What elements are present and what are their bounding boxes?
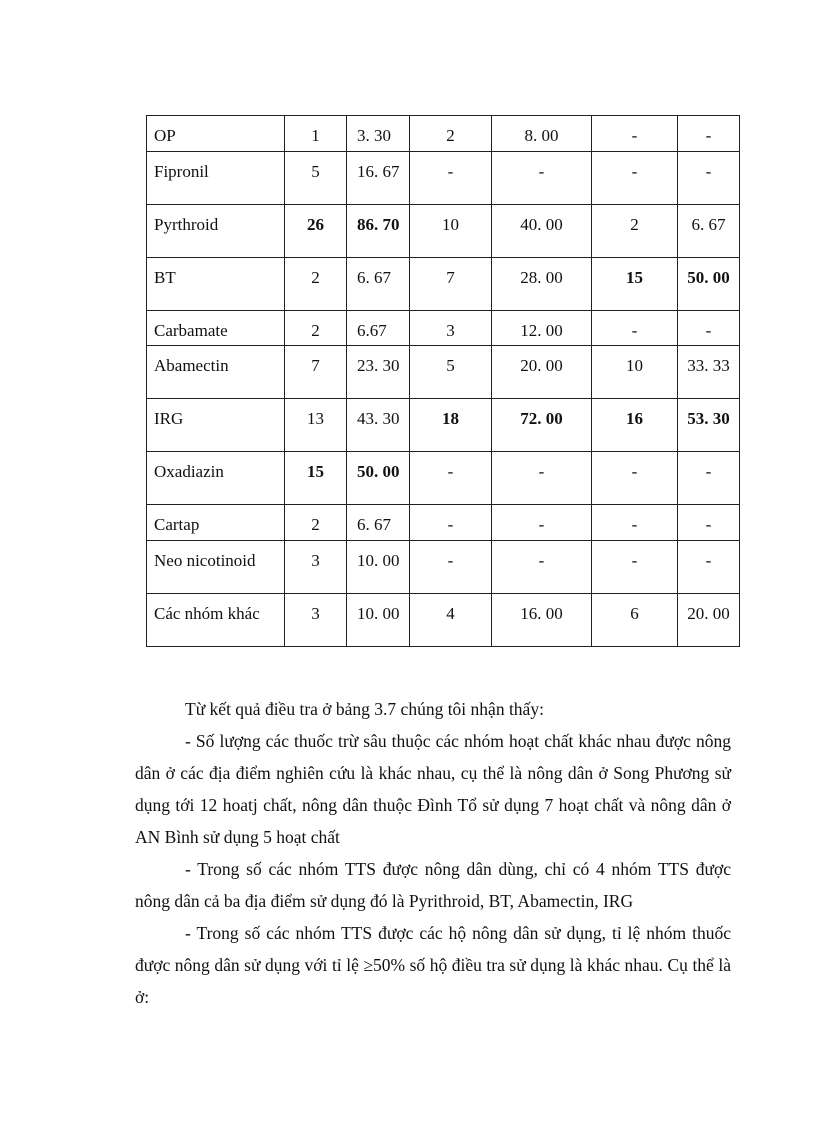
paragraph-usage-rate: - Trong số các nhóm TTS được các hộ nông dân sử dụng, tỉ lệ nhóm thuốc được nông dân sử dụng với tỉ lệ ≥50% số hộ điều tra sử dụng là khác nhau. Cụ thể là ở: [135,923,731,1007]
value-cell: - [492,505,592,541]
value-cell: 2 [285,310,347,346]
value-cell: - [492,540,592,593]
value-cell: 2 [410,116,492,152]
value-cell: 6 [592,593,678,646]
value-cell: 3 [410,310,492,346]
value-cell: 10 [592,346,678,399]
value-cell: 3 [285,540,347,593]
value-cell: 20. 00 [678,593,740,646]
table-row [147,346,740,399]
group-name-cell: Abamectin [147,346,285,399]
value-cell: 86. 70 [347,204,410,257]
body-text [135,693,731,1013]
value-cell: 1 [285,116,347,152]
value-cell: 7 [285,346,347,399]
table-row [147,399,740,452]
value-cell: 13 [285,399,347,452]
value-cell: 40. 00 [492,204,592,257]
value-cell: 50. 00 [678,257,740,310]
value-cell: 4 [410,593,492,646]
table-row [147,257,740,310]
paragraph-common-groups: - Trong số các nhóm TTS được nông dân dùng, chỉ có 4 nhóm TTS được nông dân cả ba địa điểm sử dụng đó là Pyrithroid, BT, Abamectin, IRG [135,859,731,911]
value-cell: 26 [285,204,347,257]
group-name-cell: OP [147,116,285,152]
value-cell: 43. 30 [347,399,410,452]
paragraph-intro: Từ kết quả điều tra ở bảng 3.7 chúng tôi nhận thấy: [185,699,544,719]
value-cell: - [410,151,492,204]
table-body [147,116,740,647]
value-cell: - [678,310,740,346]
table-row [147,505,740,541]
value-cell: - [592,310,678,346]
value-cell: 15 [285,452,347,505]
value-cell: 3. 30 [347,116,410,152]
value-cell: 53. 30 [678,399,740,452]
value-cell: 18 [410,399,492,452]
table-row [147,116,740,152]
group-name-cell: Carbamate [147,310,285,346]
value-cell: 10. 00 [347,540,410,593]
group-name-cell: Cartap [147,505,285,541]
value-cell: 72. 00 [492,399,592,452]
value-cell: - [592,452,678,505]
value-cell: 20. 00 [492,346,592,399]
table-row [147,593,740,646]
value-cell: 16 [592,399,678,452]
value-cell: 16. 00 [492,593,592,646]
table-row [147,452,740,505]
value-cell: 6. 67 [678,204,740,257]
group-name-cell: Pyrthroid [147,204,285,257]
value-cell: - [410,540,492,593]
value-cell: 33. 33 [678,346,740,399]
value-cell: 28. 00 [492,257,592,310]
value-cell: - [592,151,678,204]
value-cell: - [592,540,678,593]
value-cell: 50. 00 [347,452,410,505]
value-cell: 5 [285,151,347,204]
value-cell: - [492,151,592,204]
value-cell: 23. 30 [347,346,410,399]
value-cell: - [410,452,492,505]
paragraph-active-ingredient-count: - Số lượng các thuốc trừ sâu thuộc các nhóm hoạt chất khác nhau được nông dân ở các địa điểm nghiên cứu là khác nhau, cụ thể là nông dân ở Song Phương sử dụng tới 12 hoatj chất, nông dân thuộc Đình Tổ sử dụng 7 hoạt chất và nông dân ở AN Bình sử dụng 5 hoạt chất [135,731,731,847]
value-cell: 2 [285,505,347,541]
value-cell: 5 [410,346,492,399]
value-cell: 8. 00 [492,116,592,152]
value-cell: 12. 00 [492,310,592,346]
value-cell: 6. 67 [347,257,410,310]
value-cell: 10. 00 [347,593,410,646]
value-cell: 10 [410,204,492,257]
table-row [147,151,740,204]
value-cell: 6. 67 [347,505,410,541]
value-cell: 3 [285,593,347,646]
table-row [147,540,740,593]
value-cell: 2 [285,257,347,310]
value-cell: - [678,505,740,541]
group-name-cell: IRG [147,399,285,452]
value-cell: - [592,505,678,541]
group-name-cell: Neo nicotinoid [147,540,285,593]
value-cell: - [678,116,740,152]
value-cell: - [410,505,492,541]
value-cell: 16. 67 [347,151,410,204]
value-cell: - [678,540,740,593]
table-row [147,310,740,346]
value-cell: 7 [410,257,492,310]
group-name-cell: Các nhóm khác [147,593,285,646]
value-cell: 2 [592,204,678,257]
value-cell: 15 [592,257,678,310]
value-cell: - [592,116,678,152]
value-cell: - [492,452,592,505]
pesticide-group-table [146,115,740,647]
group-name-cell: Oxadiazin [147,452,285,505]
value-cell: - [678,151,740,204]
value-cell: - [678,452,740,505]
group-name-cell: Fipronil [147,151,285,204]
table-row [147,204,740,257]
group-name-cell: BT [147,257,285,310]
value-cell: 6.67 [347,310,410,346]
